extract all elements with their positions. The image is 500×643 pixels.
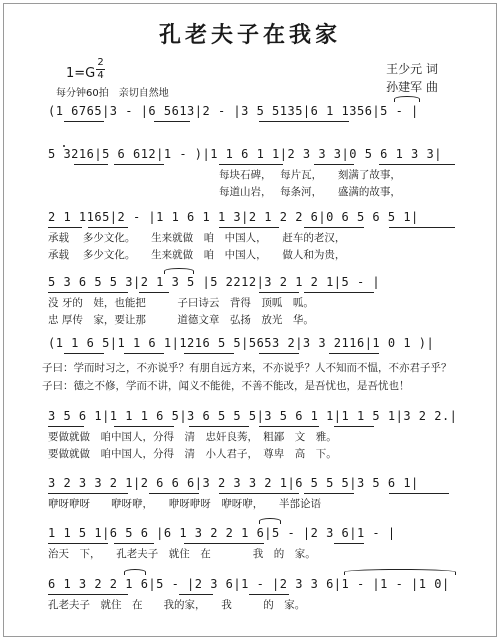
beam — [304, 292, 374, 293]
octave-dot — [63, 145, 65, 147]
notation-line-1: (1 6765|3 - |6 5613|2 - |3 5 5135|6 1 1356|5 - | — [48, 104, 419, 118]
key-signature: 1=G — [66, 66, 96, 81]
beam — [48, 594, 128, 595]
beam — [124, 353, 164, 354]
time-signature-top: 2 — [97, 57, 104, 68]
lyrics-2b: 每道山岩， 每条河， 盛满的故事， — [219, 186, 401, 198]
tie — [124, 569, 146, 575]
tie — [394, 96, 420, 102]
lyrics-6a: 要做就做 咱中国人，分得 清 忠奸良莠， 粗鄙 文 雅。 — [48, 431, 337, 443]
composer-credit: 孙建军 曲 — [386, 80, 438, 94]
score-page — [3, 3, 497, 637]
beam — [334, 543, 364, 544]
beam — [379, 164, 455, 165]
beam — [304, 227, 364, 228]
narration-line-1: 子曰：学而时习之，不亦说乎？有朋自远方来，不亦说乎？人不知而不愠，不亦君子乎？ — [42, 362, 452, 374]
beam — [154, 121, 190, 122]
notation-line-9: 6 1 3 2 2 1 6|5 - |2 3 6|1 - |2 3 3 6|1 - |1 - |1 0| — [48, 577, 450, 591]
song-title: 孔老夫子在我家 — [158, 22, 341, 48]
lyrics-4b: 忠 厚传 家，要让那 道德文章 弘扬 放光 华。 — [48, 314, 314, 326]
beam — [179, 594, 213, 595]
tie — [259, 518, 281, 524]
beam — [184, 543, 264, 544]
lyrics-9: 孔老夫子 就住 在 我的家， 我 的 家。 — [48, 599, 306, 611]
beam — [334, 426, 374, 427]
notation-line-8: 1 1 5 1|6 5 6 |6 1 3 2 2 1 6|5 - |2 3 6|1 - | — [48, 526, 396, 540]
notation-line-4: 5 3 6 5 5 3|2 1 3 5 |5 2212|3 2 1 2 1|5 - | — [48, 275, 381, 289]
beam — [259, 292, 299, 293]
beam — [259, 426, 319, 427]
notation-line-6: 3 5 6 1|1 1 1 6 5|3 6 5 5 5|3 5 6 1 1|1 1 5 1|3 2 2.| — [48, 409, 458, 423]
beam — [64, 121, 104, 122]
notation-line-3: 2 1 1165|2 - |1 1 6 1 1 3|2 1 2 2 6|0 6 5 6 5 1| — [48, 210, 419, 224]
time-signature — [96, 58, 105, 81]
beam — [48, 292, 128, 293]
narration-line-2: 子曰：德之不修，学而不讲，闻义不能徙，不善不能改，是吾忧也，是吾忧也！ — [42, 380, 410, 392]
beam — [304, 493, 354, 494]
beam — [139, 292, 169, 293]
beam — [259, 353, 299, 354]
beam — [219, 493, 299, 494]
beam — [48, 426, 84, 427]
lyricist-credit: 王少元 词 — [386, 62, 438, 76]
beam — [389, 227, 455, 228]
beam — [88, 227, 128, 228]
beam — [48, 543, 108, 544]
notation-line-7: 3 2 3 3 2 1|2 6 6 6|3 2 3 3 2 1|6 5 5 5|3 5 6 1| — [48, 476, 419, 490]
tie — [344, 569, 456, 575]
lyrics-4a: 没 牙的 娃，也能把 子曰诗云 背得 顶呱 呱。 — [48, 297, 314, 309]
lyrics-7: 咿呀咿呀 咿呀咿， 咿呀咿呀 咿呀咿， 半部论语 — [48, 498, 321, 510]
beam — [114, 426, 174, 427]
beam — [64, 353, 104, 354]
beam — [189, 426, 249, 427]
lyrics-3b: 承载 多少文化。 生来就做 咱 中国人， 做人和为贵， — [48, 249, 346, 261]
beam — [389, 493, 449, 494]
beam — [314, 164, 354, 165]
time-signature-bottom: 4 — [97, 70, 104, 81]
tie — [164, 268, 194, 274]
beam — [259, 121, 349, 122]
lyrics-2a: 每块石碑， 每片瓦， 刻满了故事， — [219, 169, 401, 181]
lyrics-6b: 要做就做 咱中国人，分得 清 小人君子， 尊卑 高 下。 — [48, 448, 337, 460]
beam — [48, 227, 82, 228]
beam — [114, 164, 164, 165]
beam — [329, 353, 379, 354]
beam — [184, 353, 234, 354]
lyrics-3a: 承载 多少文化。 生来就做 咱 中国人， 赶车的老汉， — [48, 232, 346, 244]
notation-line-2: 5 3216|5 6 612|1 - )|1 1 6 1 1|2 3 3 3|0 5 6 1 3 3| — [48, 147, 442, 161]
tempo-marking: 每分钟60拍 亲切自然地 — [56, 88, 169, 99]
beam — [149, 493, 199, 494]
beam — [249, 594, 289, 595]
beam — [114, 543, 154, 544]
notation-line-5: (1 1 6 5|1 1 6 1|1216 5 5|5653 2|3 3 2116|1 0 1 )| — [48, 336, 435, 350]
beam — [219, 164, 283, 165]
lyrics-8: 治天 下， 孔老夫子 就住 在 我 的 家。 — [48, 548, 316, 560]
beam — [48, 493, 128, 494]
beam — [219, 227, 279, 228]
beam — [74, 164, 108, 165]
